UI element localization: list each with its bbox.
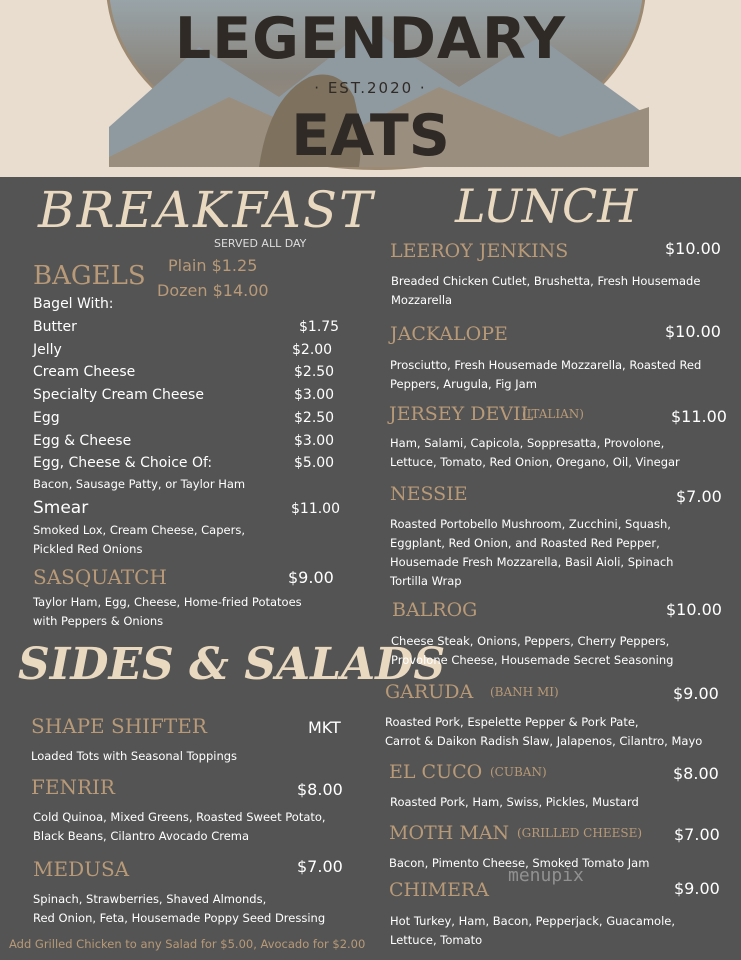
lunch-item-price: $9.00 — [673, 684, 719, 703]
side-item-description: Spinach, Strawberries, Shaved Almonds, — [33, 892, 267, 906]
lunch-item-description: Tortilla Wrap — [390, 574, 462, 588]
breakfast-heading: BREAKFAST — [38, 181, 375, 239]
lunch-item-price: $10.00 — [666, 600, 722, 619]
salad-addon-note: Add Grilled Chicken to any Salad for $5.00, Avocado for $2.00 — [9, 937, 366, 951]
bagel-item-price: $3.00 — [294, 433, 335, 449]
bagel-item-price: $2.00 — [292, 342, 333, 358]
side-item-price: MKT — [308, 718, 341, 737]
lunch-item-price: $7.00 — [676, 487, 722, 506]
bagel-item-price: $3.00 — [294, 387, 335, 403]
bagel-item-name: Egg & Cheese — [33, 433, 132, 449]
lunch-item-price: $9.00 — [674, 879, 720, 898]
lunch-item-description: Peppers, Arugula, Fig Jam — [390, 377, 537, 391]
menu-board — [0, 177, 741, 960]
side-item-price: $8.00 — [297, 780, 343, 799]
lunch-item-description: Roasted Pork, Ham, Swiss, Pickles, Mustard — [390, 795, 639, 809]
logo-header — [0, 0, 741, 177]
lunch-item-description: Bacon, Pimento Cheese, Smoked Tomato Jam — [389, 856, 650, 870]
bagel-item-name: Egg — [33, 410, 60, 426]
side-item-description: Cold Quinoa, Mixed Greens, Roasted Sweet Potato, — [33, 810, 326, 824]
lunch-item-description: Cheese Steak, Onions, Peppers, Cherry Peppers, — [391, 634, 670, 648]
lunch-item-description: Ham, Salami, Capicola, Soppresatta, Provolone, — [390, 436, 665, 450]
lunch-item-description: Provolone Cheese, Housemade Secret Seasoning — [391, 653, 674, 667]
lunch-item-description: Carrot & Daikon Radish Slaw, Jalapenos, Cilantro, Mayo — [385, 734, 703, 748]
lunch-item-description: Lettuce, Tomato, Red Onion, Oregano, Oil, Vinegar — [390, 455, 680, 469]
choice-description: Bacon, Sausage Patty, or Taylor Ham — [33, 477, 246, 491]
bagel-item-price: $2.50 — [294, 410, 335, 426]
lunch-item-subtitle: (BANH MI) — [490, 685, 559, 699]
lunch-item-name: CHIMERA — [389, 879, 489, 901]
side-item-name: SHAPE SHIFTER — [31, 714, 207, 738]
lunch-item-price: $8.00 — [673, 764, 719, 783]
menupix-watermark: menupix — [508, 865, 584, 886]
lunch-item-subtitle: (ITALIAN) — [522, 407, 584, 421]
lunch-item-description: Roasted Pork, Espelette Pepper & Pork Pate, — [385, 715, 639, 729]
sasquatch-price: $9.00 — [288, 568, 334, 587]
brand-title-bottom: EATS — [291, 103, 450, 169]
lunch-item-name: EL CUCO — [389, 761, 483, 783]
bagel-item-name: Jelly — [33, 342, 62, 358]
sides-salads-heading: SIDES & SALADS — [18, 639, 446, 690]
lunch-item-price: $7.00 — [674, 825, 720, 844]
bagel-plain-price: Plain $1.25 — [168, 256, 258, 275]
lunch-item-description: Breaded Chicken Cutlet, Brushetta, Fresh Housemade — [391, 274, 701, 288]
lunch-item-name: MOTH MAN — [389, 822, 510, 844]
smear-name: Smear — [33, 498, 89, 518]
smear-description: Pickled Red Onions — [33, 542, 143, 556]
lunch-item-name: LEEROY JENKINS — [390, 240, 569, 262]
bagel-item-name: Specialty Cream Cheese — [33, 387, 204, 403]
lunch-item-price: $10.00 — [665, 239, 721, 258]
bagel-item-price: $2.50 — [294, 364, 335, 380]
lunch-item-name: NESSIE — [390, 483, 468, 505]
lunch-item-price: $10.00 — [665, 322, 721, 341]
lunch-item-subtitle: (CUBAN) — [490, 765, 547, 779]
lunch-item-description: Roasted Portobello Mushroom, Zucchini, Squash, — [390, 517, 671, 531]
bagel-item-name: Butter — [33, 319, 77, 335]
established-date: · EST.2020 · — [314, 79, 427, 97]
sasquatch-description: with Peppers & Onions — [33, 614, 164, 628]
side-item-description: Red Onion, Feta, Housemade Poppy Seed Dressing — [33, 911, 326, 925]
lunch-item-name: JACKALOPE — [390, 323, 508, 345]
lunch-item-price: $11.00 — [671, 407, 727, 426]
lunch-item-name: BALROG — [392, 599, 478, 621]
bagels-heading: BAGELS — [33, 261, 146, 291]
side-item-name: MEDUSA — [33, 857, 130, 881]
side-item-price: $7.00 — [297, 857, 343, 876]
bagel-item-price: $5.00 — [294, 455, 335, 471]
lunch-item-description: Prosciutto, Fresh Housemade Mozzarella, Roasted Red — [390, 358, 702, 372]
side-item-name: FENRIR — [31, 775, 115, 799]
lunch-item-description: Hot Turkey, Ham, Bacon, Pepperjack, Guacamole, — [390, 914, 676, 928]
bagel-dozen-price: Dozen $14.00 — [157, 281, 269, 300]
bagel-with-label: Bagel With: — [33, 296, 114, 312]
smear-price: $11.00 — [291, 501, 340, 517]
side-item-description: Loaded Tots with Seasonal Toppings — [31, 749, 238, 763]
lunch-heading: LUNCH — [455, 179, 638, 233]
served-all-day: SERVED ALL DAY — [214, 237, 307, 250]
bagel-item-name: Egg, Cheese & Choice Of: — [33, 455, 213, 471]
lunch-item-name: GARUDA — [385, 681, 474, 703]
sasquatch-name: SASQUATCH — [33, 565, 167, 589]
sasquatch-description: Taylor Ham, Egg, Cheese, Home-fried Potatoes — [33, 595, 302, 609]
lunch-item-description: Housemade Fresh Mozzarella, Basil Aioli, Spinach — [390, 555, 674, 569]
bagel-item-price: $1.75 — [299, 319, 340, 335]
side-item-description: Black Beans, Cilantro Avocado Crema — [33, 829, 250, 843]
brand-title-top: LEGENDARY — [174, 6, 567, 72]
bagel-item-name: Cream Cheese — [33, 364, 136, 380]
smear-description: Smoked Lox, Cream Cheese, Capers, — [33, 523, 245, 537]
lunch-item-subtitle: (GRILLED CHEESE) — [517, 826, 643, 840]
lunch-item-description: Lettuce, Tomato — [390, 933, 483, 947]
lunch-item-description: Eggplant, Red Onion, and Roasted Red Pepper, — [390, 536, 660, 550]
lunch-item-name: JERSEY DEVIL — [389, 403, 534, 425]
lunch-item-description: Mozzarella — [391, 293, 453, 307]
